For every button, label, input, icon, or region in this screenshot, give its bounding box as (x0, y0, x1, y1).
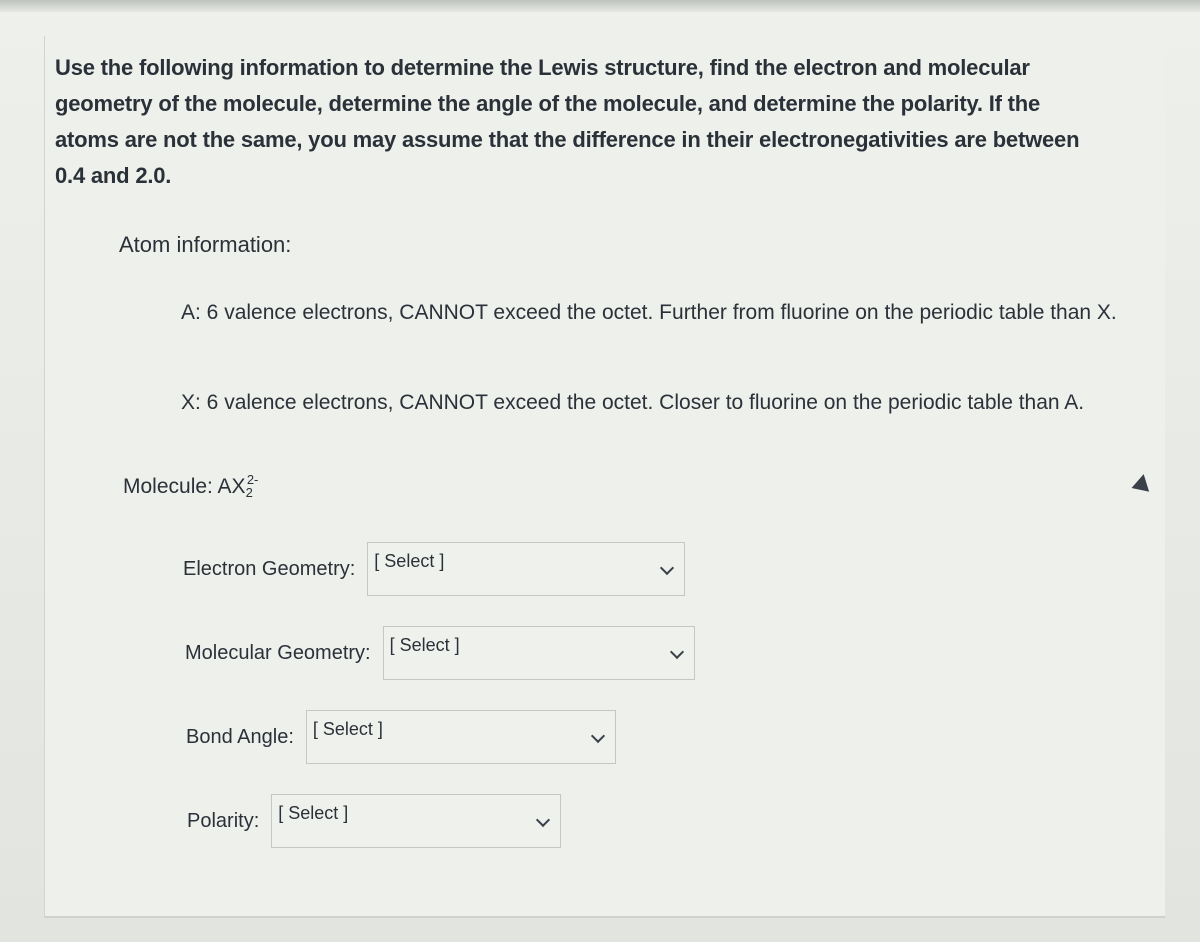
cursor-icon (1132, 472, 1153, 491)
bond-angle-select[interactable] (306, 710, 616, 764)
polarity-field (187, 794, 561, 848)
instruction-line: Use the following information to determine the Lewis structure, find the electron and molecular (55, 55, 1030, 80)
top-edge (0, 0, 1200, 12)
bond-angle-field (186, 710, 616, 764)
polarity-label: Polarity: (187, 809, 260, 832)
molecule-charge: 2- (246, 472, 259, 487)
molecular-geometry-select[interactable] (383, 626, 695, 680)
electron-geometry-label: Electron Geometry: (183, 557, 356, 580)
molecule-subscript: 2 (245, 485, 253, 500)
molecule-label: Molecule: AX (123, 475, 246, 498)
select-value: [ Select ] (312, 719, 383, 739)
select-value: [ Select ] (278, 803, 349, 823)
question-instructions (55, 50, 1155, 194)
question-panel (44, 36, 1165, 918)
instruction-line: geometry of the molecule, determine the angle of the molecule, and determine the polarity. If the (55, 91, 1041, 116)
chevron-down-icon (670, 645, 684, 659)
polarity-select[interactable] (271, 794, 561, 848)
molecular-geometry-label: Molecular Geometry: (185, 641, 371, 664)
molecular-geometry-field (185, 626, 695, 680)
atom-information-heading: Atom information: (119, 232, 292, 257)
atom-a-description: A: 6 valence electrons, CANNOT exceed the octet. Further from fluorine on the periodic table than X. (181, 301, 1117, 324)
molecule-formula (123, 472, 258, 500)
electron-geometry-select[interactable] (367, 542, 685, 596)
select-value: [ Select ] (374, 551, 445, 571)
instruction-line: 0.4 and 2.0. (55, 163, 172, 188)
select-value: [ Select ] (389, 635, 460, 655)
instruction-line: atoms are not the same, you may assume that the difference in their electronegativities are between (55, 127, 1080, 152)
bond-angle-label: Bond Angle: (186, 725, 294, 748)
chevron-down-icon (591, 729, 605, 743)
atom-x-description: X: 6 valence electrons, CANNOT exceed the octet. Closer to fluorine on the periodic table than A. (181, 391, 1085, 414)
chevron-down-icon (536, 813, 550, 827)
electron-geometry-field (183, 542, 685, 596)
chevron-down-icon (660, 561, 674, 575)
